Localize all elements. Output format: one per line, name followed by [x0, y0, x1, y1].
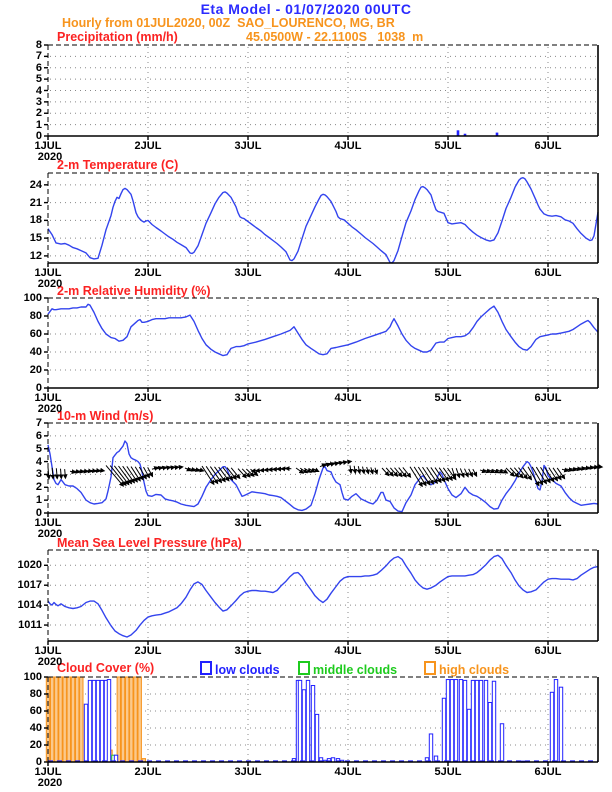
x-tick-label: 3JUL — [234, 645, 262, 657]
x-tick-label: 6JUL — [534, 140, 562, 152]
wind-vector — [469, 469, 473, 477]
wind-vector — [460, 468, 464, 477]
legend-low-clouds-label: low clouds — [215, 663, 280, 677]
x-axis-year-label: 2020 — [37, 278, 63, 290]
wind-vector — [386, 468, 393, 476]
cloud-bar-low — [471, 680, 474, 762]
wind-vector — [473, 469, 477, 476]
y-tick-label: 20 — [29, 739, 42, 751]
y-tick-label: 6 — [35, 429, 42, 442]
x-tick-label: 5JUL — [434, 645, 462, 657]
cloud-bar-high — [121, 677, 124, 762]
y-tick-label: 1014 — [17, 599, 42, 612]
cloud-bar-low — [459, 680, 462, 762]
x-tick-label: 5JUL — [434, 140, 462, 152]
wind-vector — [367, 467, 369, 474]
x-tick-label: 1JUL — [34, 766, 62, 778]
wind-vector — [545, 467, 554, 481]
y-tick-label: 40 — [29, 722, 42, 734]
y-tick-label: 21 — [29, 196, 42, 209]
wind-vector — [238, 469, 246, 478]
y-tick-label: 80 — [29, 310, 42, 322]
cloud-bar-low — [92, 680, 95, 762]
wind-vector — [358, 466, 359, 473]
y-tick-label: 1 — [35, 494, 42, 507]
wind-vector — [350, 465, 351, 473]
wind-vector — [242, 469, 250, 477]
x-tick-label: 2JUL — [134, 766, 162, 778]
page-title: Eta Model - 01/07/2020 00UTC — [200, 1, 412, 17]
y-tick-label: 3 — [35, 95, 42, 108]
x-tick-label: 2JUL — [134, 267, 162, 279]
y-tick-label: 0 — [35, 756, 42, 768]
cloud-bar-high — [76, 677, 79, 762]
wind-vector — [354, 466, 355, 473]
x-tick-label: 1JUL — [34, 267, 62, 279]
panel-title-wind: 10-m Wind (m/s) — [57, 409, 154, 423]
x-tick-label: 1JUL — [34, 392, 62, 404]
y-tick-label: 2 — [35, 107, 42, 120]
wind-vector — [110, 466, 126, 486]
cloud-bar-high — [71, 677, 74, 762]
wind-vector — [375, 468, 377, 474]
x-tick-label: 4JUL — [334, 517, 362, 529]
y-tick-label: 5 — [35, 442, 42, 455]
x-tick-label: 2JUL — [134, 140, 162, 152]
cloud-bar-high — [138, 677, 141, 762]
cloud-bar-low — [463, 680, 466, 762]
cloud-bar-low — [311, 686, 314, 763]
cloud-bar-low — [492, 681, 495, 762]
x-tick-label: 4JUL — [334, 766, 362, 778]
cloud-bar-high — [67, 677, 70, 762]
x-tick-label: 5JUL — [434, 766, 462, 778]
cloud-bar-low — [450, 680, 453, 762]
y-tick-label: 0 — [35, 507, 42, 519]
cloud-bar-low — [475, 680, 478, 762]
y-tick-label: 60 — [29, 705, 42, 717]
wind-vector — [114, 466, 128, 485]
x-tick-label: 3JUL — [234, 517, 262, 529]
cloud-bar-high — [51, 677, 54, 762]
x-tick-label: 5JUL — [434, 267, 462, 279]
y-tick-label: 100 — [23, 292, 42, 304]
panel-title-pressure: Mean Sea Level Pressure (hPa) — [57, 536, 242, 550]
x-tick-label: 6JUL — [534, 267, 562, 279]
x-tick-label: 1JUL — [34, 140, 62, 152]
wind-10m-line — [48, 441, 598, 512]
precip-bar — [457, 130, 460, 136]
y-tick-label: 7 — [35, 417, 42, 429]
cloud-bar-low — [554, 680, 557, 762]
cloud-bar-low — [479, 680, 482, 762]
cloud-bar-high — [126, 677, 129, 762]
x-tick-label: 1JUL — [34, 645, 62, 657]
wind-vector — [61, 469, 62, 479]
x-tick-label: 4JUL — [334, 140, 362, 152]
wind-vector — [448, 468, 456, 480]
cloud-bar-low — [429, 734, 432, 762]
y-tick-label: 24 — [29, 178, 42, 191]
wind-vector — [465, 469, 469, 477]
x-axis-year-label: 2020 — [37, 777, 63, 789]
wind-vector — [595, 466, 602, 467]
cloud-bar-low — [500, 724, 503, 762]
x-axis-year-label: 2020 — [37, 403, 63, 415]
x-tick-label: 3JUL — [234, 766, 262, 778]
y-tick-label: 15 — [29, 232, 42, 245]
wind-vector — [395, 468, 402, 477]
x-tick-label: 3JUL — [234, 392, 262, 404]
cloud-bar-high — [63, 677, 66, 762]
cloud-bar-low — [484, 680, 487, 762]
y-tick-label: 60 — [29, 328, 42, 340]
x-tick-label: 2JUL — [134, 645, 162, 657]
x-tick-label: 4JUL — [334, 392, 362, 404]
y-tick-label: 0 — [35, 130, 42, 142]
cloud-bar-low — [550, 692, 553, 762]
y-tick-label: 40 — [29, 346, 42, 358]
cloud-bar-low — [442, 698, 445, 762]
x-axis-year-label: 2020 — [37, 151, 63, 163]
y-tick-label: 5 — [35, 73, 42, 86]
run-subtitle: Hourly from 01JUL2020, 00Z SAO_LOURENCO, MG, BR — [62, 16, 395, 30]
cloud-bar-low — [454, 680, 457, 762]
wind-vector — [177, 467, 183, 468]
legend-high-clouds-label: high clouds — [439, 663, 510, 677]
wind-vector — [553, 468, 561, 480]
cloud-bar-low — [298, 680, 301, 762]
x-tick-label: 6JUL — [534, 517, 562, 529]
cloud-bar-low — [488, 703, 491, 763]
wind-vector — [456, 468, 459, 477]
cloud-bar-low — [467, 709, 470, 762]
x-axis-year-label: 2020 — [37, 528, 63, 540]
y-tick-label: 7 — [35, 50, 42, 63]
cloud-bar-low — [306, 680, 309, 762]
cloud-bar-high — [80, 677, 83, 762]
y-tick-label: 20 — [29, 364, 42, 376]
x-tick-label: 6JUL — [534, 766, 562, 778]
wind-vector — [65, 469, 66, 478]
panel-title-precipitation: Precipitation (mm/h) — [57, 30, 178, 44]
cloud-bar-low — [315, 714, 318, 762]
wind-vector — [399, 468, 407, 477]
relative-humidity-2m-line — [48, 304, 598, 355]
x-tick-label: 1JUL — [34, 517, 62, 529]
wind-vector — [510, 468, 518, 477]
cloud-bar-low — [559, 687, 562, 762]
x-tick-label: 3JUL — [234, 267, 262, 279]
location-info: 45.0500W - 22.1100S 1038 m — [246, 30, 424, 44]
x-tick-label: 2JUL — [134, 517, 162, 529]
legend-middle-clouds-label: middle clouds — [313, 663, 398, 677]
cloud-bar-low — [302, 690, 305, 762]
wind-vector — [296, 468, 303, 473]
x-tick-label: 4JUL — [334, 645, 362, 657]
wind-vector — [56, 468, 57, 478]
wind-vector — [403, 467, 411, 477]
cloud-bar-low — [96, 680, 99, 762]
cloud-bar-high — [130, 677, 133, 762]
y-tick-label: 6 — [35, 61, 42, 74]
x-axis-year-label: 2020 — [37, 656, 63, 668]
cloud-bar-low — [107, 680, 110, 762]
wind-vector — [246, 469, 254, 476]
wind-vector — [371, 467, 373, 473]
y-tick-label: 1011 — [18, 619, 42, 632]
cloud-bar-high — [55, 677, 58, 762]
cloud-bar-low — [84, 704, 87, 762]
cloud-bar-low — [100, 680, 103, 762]
y-tick-label: 4 — [35, 455, 42, 468]
panel-title-cloud-cover: Cloud Cover (%) — [57, 661, 155, 675]
x-tick-label: 2JUL — [134, 392, 162, 404]
y-tick-label: 8 — [35, 39, 42, 51]
y-tick-label: 1 — [35, 118, 42, 131]
panel-title-temperature: 2-m Temperature (C) — [57, 158, 179, 172]
y-tick-label: 1020 — [17, 559, 42, 572]
wind-vector — [506, 468, 514, 476]
y-tick-label: 80 — [29, 688, 42, 700]
x-tick-label: 5JUL — [434, 517, 462, 529]
y-tick-label: 4 — [35, 84, 42, 97]
y-tick-label: 3 — [35, 468, 42, 481]
panel-title-humidity: 2-m Relative Humidity (%) — [57, 284, 211, 298]
cloud-bar-high — [117, 677, 120, 762]
y-tick-label: 2 — [35, 481, 42, 494]
wind-vector — [390, 468, 397, 476]
x-tick-label: 6JUL — [534, 392, 562, 404]
x-tick-label: 5JUL — [434, 392, 462, 404]
y-tick-label: 18 — [29, 214, 42, 227]
x-tick-label: 3JUL — [234, 140, 262, 152]
cloud-bar-high — [134, 677, 137, 762]
wind-vector — [363, 467, 365, 474]
cloud-bar-high — [59, 677, 62, 762]
cloud-bar-low — [446, 680, 449, 762]
x-tick-label: 6JUL — [534, 645, 562, 657]
y-tick-label: 0 — [35, 382, 42, 394]
y-tick-label: 100 — [23, 671, 42, 683]
cloud-bar-low — [88, 680, 91, 762]
x-tick-label: 4JUL — [334, 267, 362, 279]
y-tick-label: 1017 — [17, 579, 42, 592]
y-tick-label: 12 — [29, 249, 42, 262]
